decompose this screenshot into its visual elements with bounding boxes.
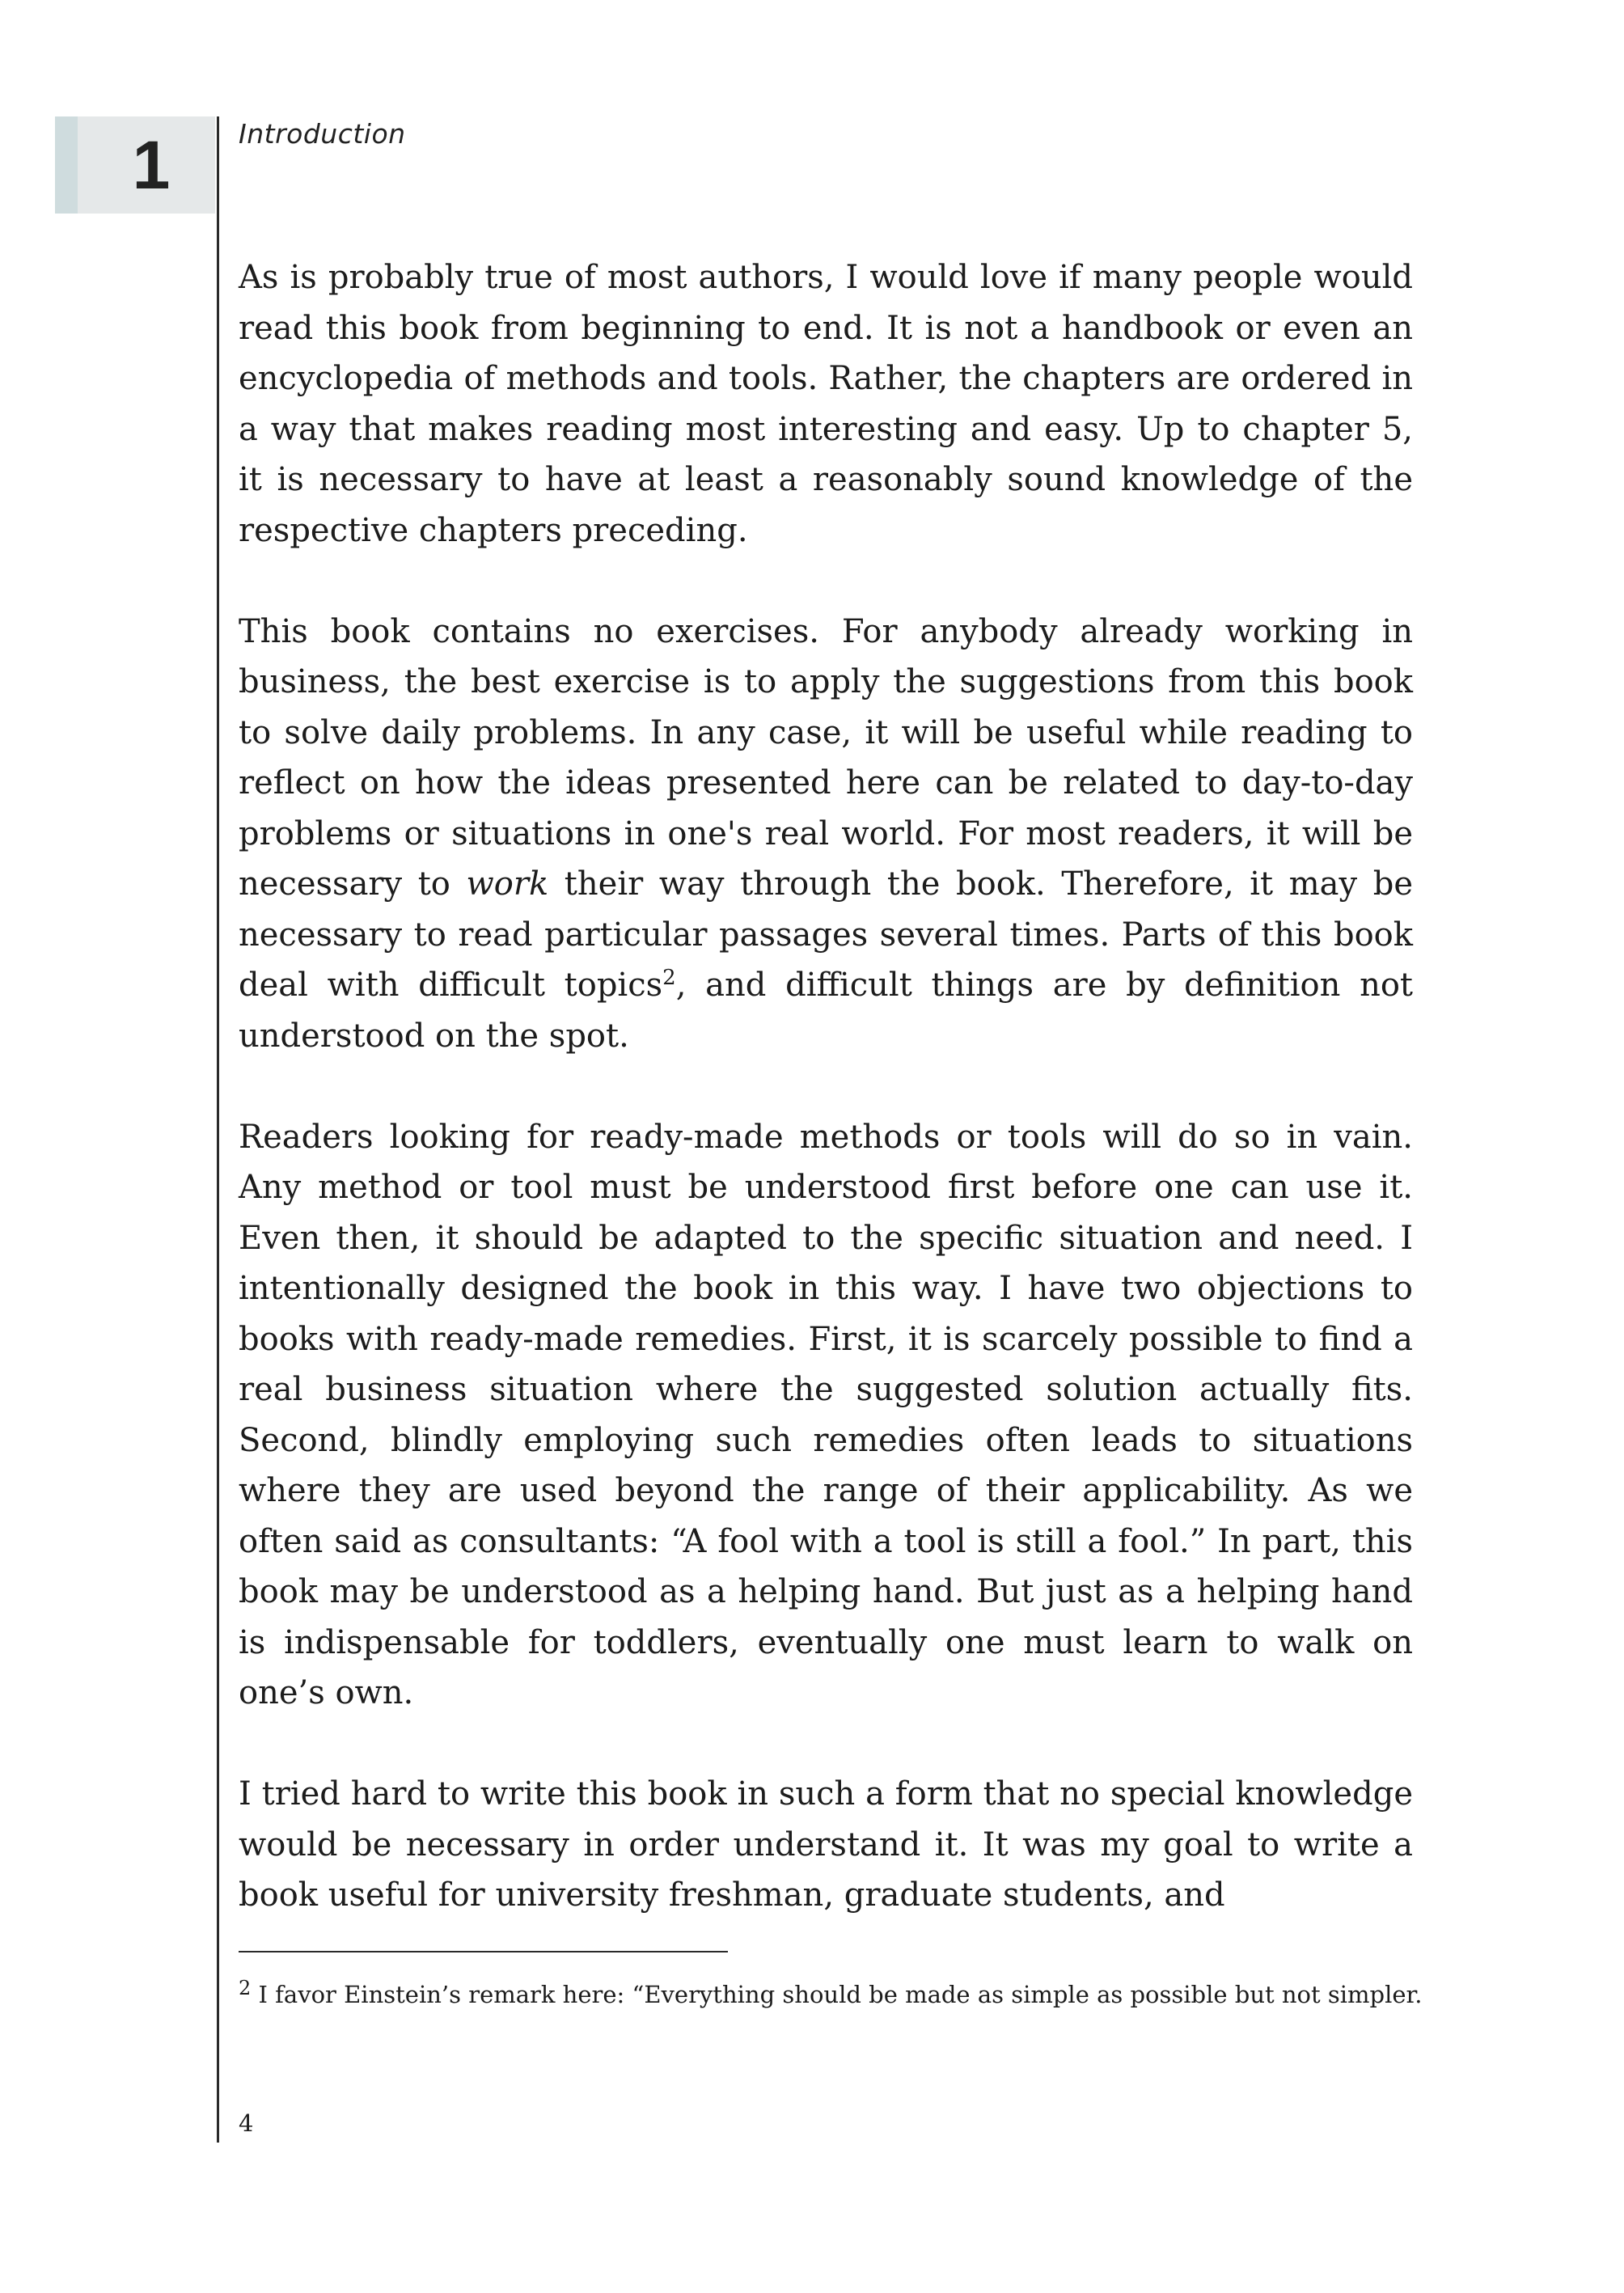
margin-rule — [217, 116, 219, 2143]
paragraph-3: Readers looking for ready-made methods or tools will do so in vain. Any method or tool must be understood first before one can use it. Even then, it should be adapted to the specific situation and need. I intentionally designed the book in this way. I have two objections to books with ready-made remedies. First, it is scarcely possible to find a real business situation where the suggested solution actually fits. Second, blindly employing such remedies often leads to situations where they are used beyond the range of their applicability. As we often said as consultants: “A fool with a tool is still a fool.” In part, this book may be understood as a helping hand. But just as a helping hand is indispensable for toddlers, eventually one must learn to walk on one’s own. — [239, 1118, 1413, 1711]
emphasis-work: work — [466, 865, 549, 903]
footnote-divider — [239, 1951, 728, 1952]
body-text — [239, 252, 1413, 1921]
chapter-number: 1 — [132, 127, 171, 203]
footnote-reference: 2 — [662, 966, 676, 990]
paragraph-4: I tried hard to write this book in such a form that no special knowledge would be necessary in order understand it. It was my goal to write a book useful for university freshman, graduate students, and — [239, 1775, 1413, 1914]
footnote — [239, 1972, 1431, 2011]
footnote-number: 2 — [239, 1977, 252, 1999]
chapter-tab — [55, 116, 215, 214]
paragraph-2-part-1: This book contains no exercises. For anybody already working in business, the best exercise is to apply the suggestions from this book to solve daily problems. In any case, it will be useful while reading to reflect on how the ideas presented here can be related to day-to-day problems or situations in one's real world. For most readers, it will be necessary to — [239, 612, 1413, 903]
chapter-tab-accent — [55, 116, 78, 214]
paragraph-2-part-3: , and difficult things are by definition not understood on the spot. — [239, 967, 1413, 1055]
paragraph-2-part-2: their way through the book. Therefore, it may be necessary to read particular passages several times. Parts of this book deal with difficult topics — [239, 865, 1414, 1004]
page-number: 4 — [239, 2109, 254, 2137]
running-head: Introduction — [239, 118, 406, 150]
footnote-text: I favor Einstein’s remark here: “Everything should be made as simple as possible but not simpler. — [258, 1981, 1423, 2008]
paragraph-1: As is probably true of most authors, I would love if many people would read this book from beginning to end. It is not a handbook or even an encyclopedia of methods and tools. Rather, the chapters are ordered in a way that makes reading most interesting and easy. Up to chapter 5, it is necessary to have at least a reasonably sound knowledge of the respective chapters preceding. — [239, 259, 1413, 549]
paragraph-2 — [239, 607, 1413, 1062]
